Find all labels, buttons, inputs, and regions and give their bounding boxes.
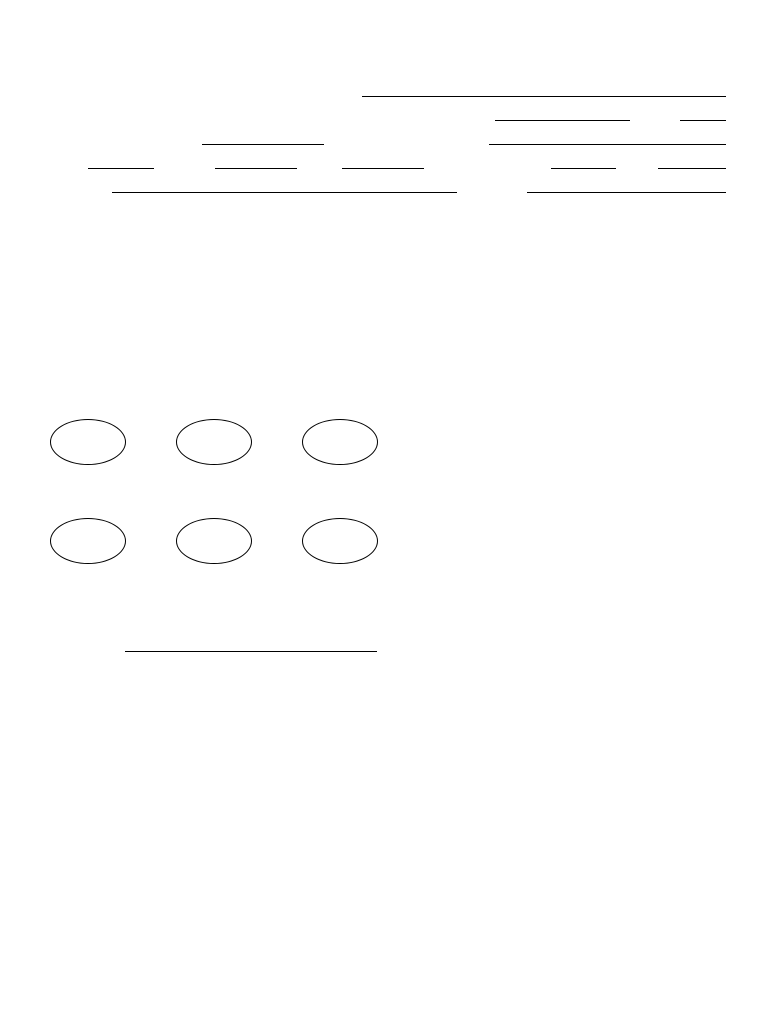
field-nivel[interactable]: [680, 120, 726, 121]
field-data-nasc[interactable]: [202, 144, 324, 145]
indice-protecao-oval[interactable]: [176, 419, 252, 465]
field-peso[interactable]: [342, 168, 424, 169]
field-idiomas[interactable]: [112, 192, 457, 193]
field-sexo[interactable]: [88, 168, 154, 169]
label-pontos-fe: [153, 578, 273, 595]
pontos-de-vida-oval[interactable]: [50, 419, 126, 465]
field-local-nasc[interactable]: [489, 144, 726, 145]
iniciativa-oval[interactable]: [302, 419, 378, 465]
field-classe[interactable]: [495, 120, 630, 121]
field-idade[interactable]: [551, 168, 616, 169]
label-pontos-heroicos: [27, 578, 147, 595]
pontos-heroicos-oval[interactable]: [50, 518, 126, 564]
field-nome[interactable]: [362, 96, 726, 97]
field-religiao[interactable]: [527, 192, 726, 193]
pontos-fe-oval[interactable]: [176, 518, 252, 564]
label-pontos-magia: [279, 578, 399, 595]
field-altura[interactable]: [215, 168, 297, 169]
label-indice-protecao: [153, 475, 273, 492]
field-armadura[interactable]: [125, 651, 377, 652]
pontos-magia-oval[interactable]: [302, 518, 378, 564]
label-pontos-vida: [27, 475, 147, 492]
field-real[interactable]: [658, 168, 726, 169]
